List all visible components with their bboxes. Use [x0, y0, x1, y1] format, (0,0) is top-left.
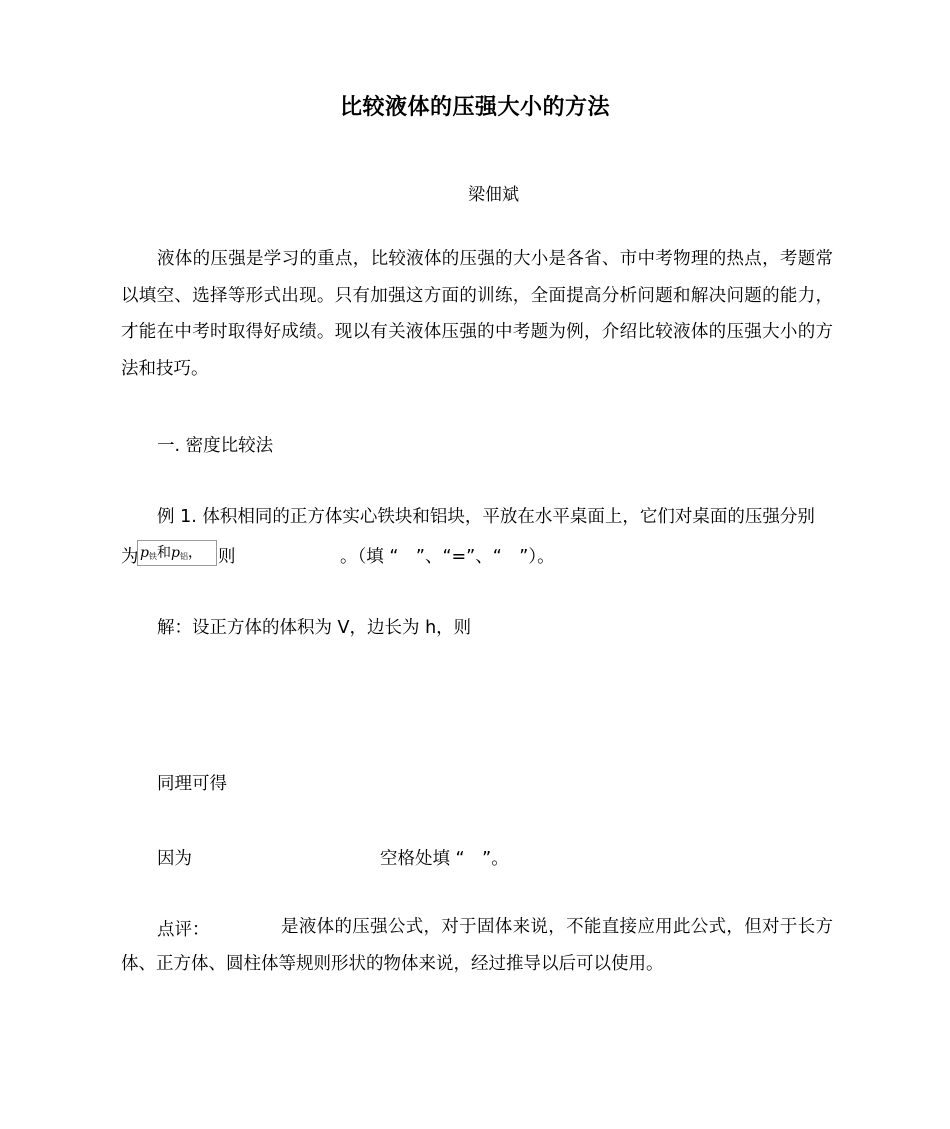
because-label: 因为: [157, 849, 192, 869]
document-author: 梁佃斌: [468, 185, 519, 205]
formula-sub-aluminum: 铝: [179, 552, 188, 561]
blank-fill-answer: 空格处填 “ ”。: [380, 849, 509, 869]
example1-then-word: 则: [218, 547, 236, 567]
formula-p-aluminum: p: [170, 545, 180, 561]
intro-paragraph: 液体的压强是学习的重点，比较液体的压强的大小是各省、市中考物理的热点，考题常以填空、选择等形式出现。只有加强这方面的训练，全面提高分析问题和解决问题的能力，才能在中考时取得好成绩。现以有关液体压强的中考题为例，介绍比较液体的压强大小的方法和技巧。: [121, 249, 833, 379]
comment-label: 点评：: [157, 920, 210, 940]
comment-paragraph: 是液体的压强公式，对于固体来说，不能直接应用此公式，但对于长方体、正方体、圆柱体等规则形状的物体来说，经过推导以后可以使用。: [121, 917, 833, 974]
section-heading-density: 一. 密度比较法: [157, 436, 274, 456]
example1-fill-instruction: 。（填 “ ”、“=”、“ ”）。: [340, 547, 555, 567]
pressure-formula-image: [137, 540, 217, 566]
solution-intro-line: 解：设正方体的体积为 V，边长为 h，则: [157, 618, 472, 638]
formula-sub-iron: 铁: [148, 552, 157, 561]
example1-question-prefix: 为: [121, 547, 139, 567]
formula-comma: ，: [187, 545, 202, 561]
example1-question-line1: 例 1. 体积相同的正方体实心铁块和铝块，平放在水平桌面上，它们对桌面的压强分别: [157, 507, 815, 527]
document-title: 比较液体的压强大小的方法: [339, 95, 610, 120]
formula-p-iron: p: [140, 545, 149, 561]
similarly-line: 同理可得: [157, 774, 227, 794]
formula-and: 和: [156, 545, 171, 561]
